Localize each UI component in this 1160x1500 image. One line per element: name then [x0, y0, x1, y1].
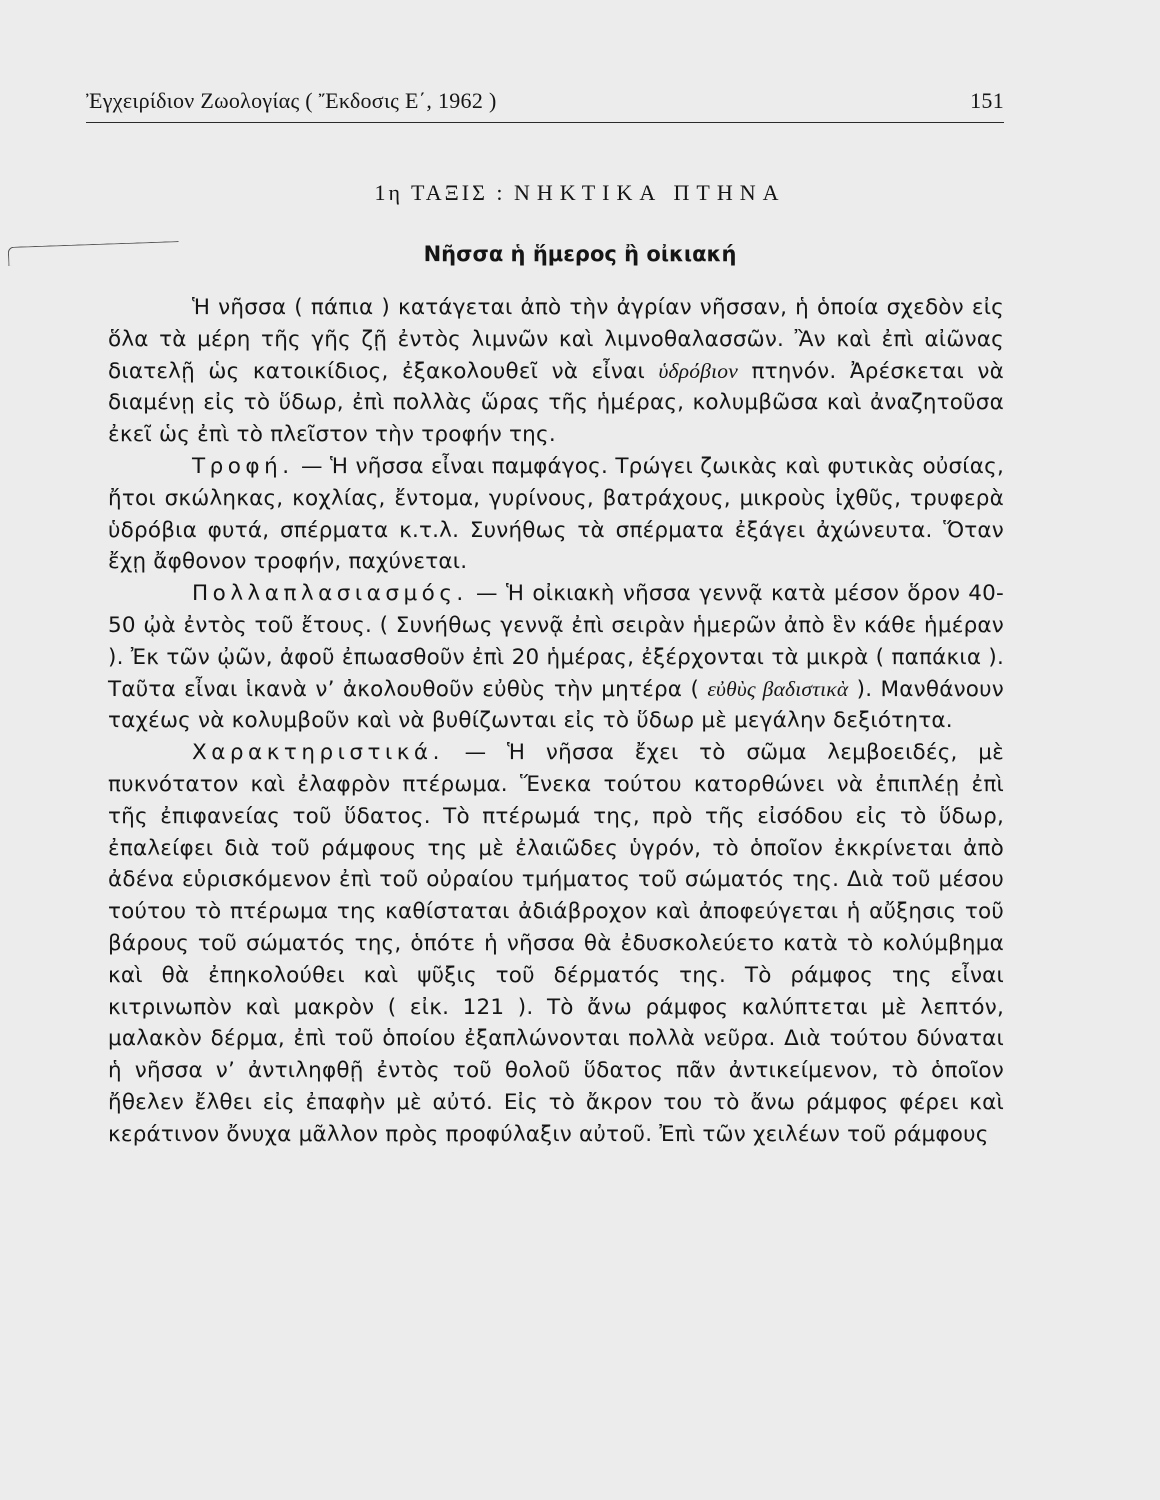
section-title-text: ΝΗΚΤΙΚΑ ΠΤΗΝΑ: [514, 180, 786, 205]
header-rule: [86, 122, 1004, 123]
reproduction-text-b: ). Μανθάνουν ταχέως νὰ κολυμβοῦν καὶ νὰ βυθίζωνται εἰς τὸ ὕδωρ μὲ μεγάλην δεξιότητα.: [108, 676, 1004, 734]
paragraph-reproduction: [108, 578, 1004, 737]
characteristics-term: Χαρακτηριστικά.: [192, 740, 444, 766]
article-heading: Νῆσσα ἡ ἥμερος ἢ οἰκιακή: [423, 242, 737, 266]
intro-text-b: πτηνόν. Ἀρέσκεται νὰ διαμένῃ εἰς τὸ ὕδωρ, ἐπὶ πολλὰς ὥρας τῆς ἡμέρας, κολυμβῶσα καὶ ἀναζητοῦσα ἐκεῖ ὡς ἐπὶ τὸ πλεῖστον τὴν τροφήν της.: [108, 358, 1004, 448]
characteristics-text: — Ἡ νῆσσα ἔχει τὸ σῶμα λεμβοειδές, μὲ πυκνότατον καὶ ἐλαφρὸν πτέρωμα. Ἕνεκα τούτου κατορθώνει νὰ ἐπιπλέῃ ἐπὶ τῆς ἐπιφανείας τοῦ ὕδατος. Τὸ πτέρωμά της, πρὸ τῆς εἰσόδου εἰς τὸ ὕδωρ, ἐπαλείφει διὰ τοῦ ράμφους της μὲ ἐλαιῶδες ὑγρόν, τὸ ὁποῖον ἐκκρίνεται ἀπὸ ἀδένα εὑρισκόμενον ἐπὶ τοῦ οὐραίου τμήματος τοῦ σώματός της. Διὰ τοῦ μέσου τούτου τὸ πτέρωμα της καθίσταται ἀδιάβροχον καὶ ἀποφεύγεται ἡ αὔξησις τοῦ βάρους τοῦ σώματός της, ὁπότε ἡ νῆσσα θὰ ἐδυσκολεύετο κατὰ τὸ κολύμβημα καὶ θὰ ἐπηκολούθει καὶ ψῦξις τοῦ δέρματός της. Τὸ ράμφος της εἶναι κιτρινωπὸν καὶ μακρὸν ( εἰκ. 121 ). Τὸ ἄνω ράμφος καλύπτεται μὲ λεπτόν, μαλακὸν δέρμα, ἐπὶ τοῦ ὁποίου ἐξαπλώνονται πολλὰ νεῦρα. Διὰ τούτου δύναται ἡ νῆσσα ν’ ἀντιληφθῇ ἐντὸς τοῦ θολοῦ ὕδατος πᾶν ἀντικείμενον, τὸ ὁποῖον ἤθελεν ἔλθει εἰς ἐπαφὴν μὲ αὐτό. Εἰς τὸ ἄκρον του τὸ ἄνω ράμφος φέρει καὶ κεράτινον ὄνυχα μᾶλλον πρὸς προφύλαξιν αὐτοῦ. Ἐπὶ τῶν χειλέων τοῦ ράμφους: [108, 740, 1004, 1147]
running-title: Ἐγχειρίδιον Ζωολογίας ( Ἔκδοσις Ε΄, 1962 ): [86, 88, 497, 113]
paragraph-characteristics: [108, 737, 1004, 1150]
intro-italic-term: ὑδρόβιον: [658, 358, 738, 383]
reproduction-term: Πολλαπλασιασμός.: [192, 581, 468, 607]
reproduction-italic-term: εὐθὺς βαδιστικὰ: [707, 676, 849, 701]
section-title-prefix: 1η ΤΑΞΙΣ :: [374, 180, 506, 205]
intro-text-a: Ἡ νῆσσα ( πάπια ) κατάγεται ἀπὸ τὴν ἀγρίαν νῆσσαν, ἡ ὁποία σχεδὸν εἰς ὅλα τὰ μέρη τῆς γῆς ζῇ ἐντὸς λιμνῶν καὶ λιμνοθαλασσῶν. Ἂν καὶ ἐπὶ αἰῶνας διατελῇ ὡς κατοικίδιος, ἐξακολουθεῖ νὰ εἶναι: [108, 295, 1004, 384]
paragraph-intro: [108, 292, 1004, 451]
running-header: [86, 88, 1004, 114]
food-term: Τροφή.: [192, 453, 294, 479]
paragraph-food: [108, 451, 1004, 578]
article-body: [108, 292, 1004, 1151]
food-text: — Ἡ νῆσσα εἶναι παμφάγος. Τρώγει ζωικὰς καὶ φυτικὰς οὐσίας, ἤτοι σκώληκας, κοχλίας, ἔντομα, γυρίνους, βατράχους, μικροὺς ἰχθῦς, τρυφερὰ ὑδρόβια φυτά, σπέρματα κ.τ.λ. Συνήθως τὰ σπέρματα ἐξάγει ἀχώνευτα. Ὅταν ἔχῃ ἄφθονον τροφήν, παχύνεται.: [108, 453, 1004, 575]
reproduction-text-a: — Ἡ οἰκιακὴ νῆσσα γεννᾷ κατὰ μέσον ὅρον 40-50 ᾠὰ ἐντὸς τοῦ ἔτους. ( Συνήθως γεννᾷ ἐπὶ σειρὰν ἡμερῶν ἀπὸ ἓν κάθε ἡμέραν ). Ἐκ τῶν ᾠῶν, ἀφοῦ ἐπωασθοῦν ἐπὶ 20 ἡμέρας, ἐξέρχονται τὰ μικρὰ ( παπάκια ). Ταῦτα εἶναι ἱκανὰ ν’ ἀκολουθοῦν εὐθὺς τὴν μητέρα (: [108, 581, 1004, 702]
page-number: 151: [970, 88, 1004, 113]
section-title: [0, 180, 1160, 206]
